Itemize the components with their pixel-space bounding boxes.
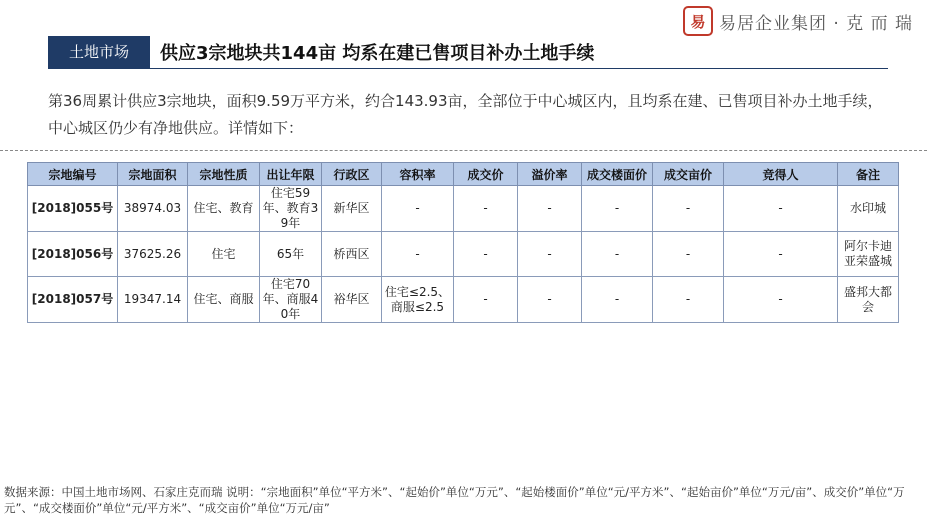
cell-note: 盛邦大都会 <box>838 277 899 323</box>
summary-text: 第36周累计供应3宗地块，面积9.59万平方米，约合143.93亩，全部位于中心城区内，且均系在建、已售项目补办土地手续，中心城区仍少有净地供应。详情如下： <box>48 92 883 137</box>
table-row <box>28 277 899 323</box>
cell-term: 住宅70年、商服40年 <box>260 277 322 323</box>
cell-mu-price: - <box>653 277 724 323</box>
cell-code: [2018]056号 <box>28 232 118 277</box>
cell-note: 水印城 <box>838 186 899 232</box>
cell-price: - <box>454 277 518 323</box>
cell-code: [2018]055号 <box>28 186 118 232</box>
table-row <box>28 232 899 277</box>
cell-term: 65年 <box>260 232 322 277</box>
cell-price: - <box>454 186 518 232</box>
cell-far: - <box>382 232 454 277</box>
cell-floor-price: - <box>582 277 653 323</box>
brand-logo <box>683 6 913 36</box>
cell-mu-price: - <box>653 186 724 232</box>
cell-area: 37625.26 <box>118 232 188 277</box>
column-header: 宗地面积 <box>118 163 188 186</box>
column-header: 行政区 <box>322 163 382 186</box>
cell-price: - <box>454 232 518 277</box>
cell-floor-price: - <box>582 186 653 232</box>
cell-premium: - <box>518 232 582 277</box>
cell-area: 19347.14 <box>118 277 188 323</box>
table-row <box>28 186 899 232</box>
cell-nature: 住宅、教育 <box>188 186 260 232</box>
cell-nature: 住宅 <box>188 232 260 277</box>
column-header: 竞得人 <box>724 163 838 186</box>
section-tag: 土地市场 <box>48 36 150 68</box>
cell-premium: - <box>518 186 582 232</box>
column-header: 宗地编号 <box>28 163 118 186</box>
cell-winner: - <box>724 186 838 232</box>
column-header: 成交价 <box>454 163 518 186</box>
cell-code: [2018]057号 <box>28 277 118 323</box>
column-header: 成交楼面价 <box>582 163 653 186</box>
cell-floor-price: - <box>582 232 653 277</box>
column-header: 宗地性质 <box>188 163 260 186</box>
cell-note: 阿尔卡迪亚荣盛城 <box>838 232 899 277</box>
page-header <box>48 36 594 68</box>
cell-far: - <box>382 186 454 232</box>
table-header-row <box>28 163 899 186</box>
cell-term: 住宅59年、教育39年 <box>260 186 322 232</box>
cell-area: 38974.03 <box>118 186 188 232</box>
cell-district: 裕华区 <box>322 277 382 323</box>
cell-mu-price: - <box>653 232 724 277</box>
cell-winner: - <box>724 232 838 277</box>
cell-district: 新华区 <box>322 186 382 232</box>
dashed-divider <box>0 150 927 151</box>
cell-winner: - <box>724 277 838 323</box>
header-divider <box>48 68 888 69</box>
brand-seal-icon: 易 <box>683 6 713 36</box>
cell-district: 桥西区 <box>322 232 382 277</box>
column-header: 容积率 <box>382 163 454 186</box>
column-header: 出让年限 <box>260 163 322 186</box>
brand-name: 易居企业集团 · 克 而 瑞 <box>718 13 913 34</box>
page-title: 供应3宗地块共144亩 均系在建已售项目补办土地手续 <box>160 43 595 64</box>
land-supply-table <box>27 162 899 323</box>
cell-nature: 住宅、商服 <box>188 277 260 323</box>
column-header: 备注 <box>838 163 899 186</box>
cell-premium: - <box>518 277 582 323</box>
source-note: 数据来源：中国土地市场网、石家庄克而瑞 说明：“宗地面积”单位“平方米”、“起始价”单位“万元”、“起始楼面价”单位“元/平方米”、“起始亩价”单位“万元/亩”、成交价”单位“万元”、“成交楼面价”单位“元/平方米”、“成交亩价”单位“万元/亩” <box>4 485 905 515</box>
cell-far: 住宅≤2.5、商服≤2.5 <box>382 277 454 323</box>
column-header: 溢价率 <box>518 163 582 186</box>
column-header: 成交亩价 <box>653 163 724 186</box>
